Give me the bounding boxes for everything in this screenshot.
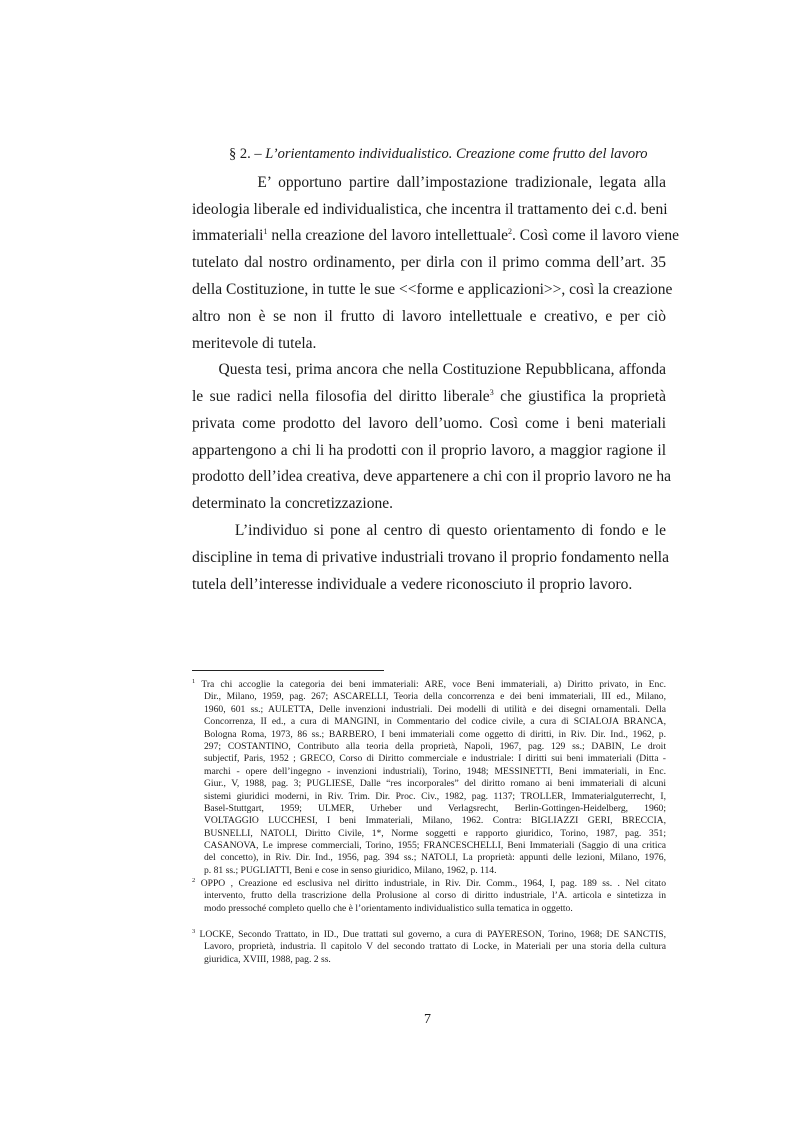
footnote-ref[interactable]: 1 (263, 226, 268, 236)
footnote-line: intervento, frutto della trascrizione della Prolusione al corso di diritto industriale, l’A. articola e sintetizza in (204, 890, 666, 902)
body-line: privata come prodotto del lavoro dell’uomo. Così come i beni materiali (192, 415, 666, 432)
body-line: Questa tesi, prima ancora che nella Costituzione Repubblicana, affonda (192, 361, 666, 378)
footnote-line: Concorrenza, II ed., a cura di MANGINI, in Commentario del codice civile, a cura di SCIALOJA BRANCA, (204, 716, 666, 728)
page-number: 7 (424, 1012, 431, 1027)
footnote-number: 2 (192, 878, 196, 884)
section-title: L’orientamento individualistico. Creazione come frutto del lavoro (265, 146, 648, 162)
body-line: E’ opportuno partire dall’impostazione tradizionale, legata alla (192, 174, 666, 191)
footnote-line: modo pressoché completo quello che è l’orientamento individualistico sulla tematica in oggetto. (204, 902, 573, 914)
footnote-line: $^3$ LOCKE, Secondo Trattato, in ID., Due trattati sul governo, a cura di PAYERESON, Torino, 1968; DE SANCTIS, (192, 929, 666, 940)
body-line: tutela dell’interesse individuale a vedere riconosciuto il proprio lavoro. (192, 576, 633, 593)
footnote-ref[interactable]: 3 (489, 387, 494, 397)
footnote-line: 1960, 601 ss.; AULETTA, Delle invenzioni industriali. Dei modelli di utilità e dei disegni ornamentali. Della (204, 703, 666, 715)
footnote-line: Lavoro, proprietà, industria. Il capitolo V del secondo trattato di Locke, in Materiali per una storia della cultura (204, 941, 666, 953)
section-number: § 2. – (229, 146, 262, 162)
footnote-ref[interactable]: 2 (508, 226, 513, 236)
body-line: appartengono a chi li ha prodotti con il proprio lavoro, a maggior ragione il (192, 442, 666, 459)
footnote-separator (192, 670, 384, 671)
body-line: altro non è se non il frutto di lavoro intellettuale e creativo, e per ciò (192, 308, 666, 325)
body-line: immateriali$^1$ nella creazione del lavoro intellettuale$^2$. Così come il lavoro viene (192, 226, 680, 244)
footnote-line: p. 81 ss.; PUGLIATTI, Beni e cose in senso giuridico, Milano, 1962, p. 114. (204, 864, 497, 876)
body-line: della Costituzione, in tutte le sue <<forme e applicazioni>>, così la creazione (192, 281, 673, 298)
footnote-number: 1 (192, 679, 196, 685)
body-line: L’individuo si pone al centro di questo orientamento di fondo e le (192, 522, 666, 539)
body-line: tutelato dal nostro ordinamento, per dirla con il primo comma dell’art. 35 (192, 254, 666, 271)
footnote-line: del concetto), in Riv. Dir. Ind., 1956, pag. 394 ss.; NATOLI, La proprietà: appunti delle lezioni, Milano, 1976, (204, 852, 666, 864)
footnote-line: $^2$ OPPO , Creazione ed esclusiva nel diritto industriale, in Riv. Dir. Comm., 1964, I, pag. 189 ss. . Nel citato (192, 878, 666, 889)
body-line: prodotto dell’idea creativa, deve appartenere a chi con il proprio lavoro ne ha (192, 468, 671, 485)
footnote-line: subjectif, Paris, 1952 ; GRECO, Corso di Diritto commerciale e industriale: I diritti sui beni immateriali (Ditta - (204, 753, 666, 765)
body-line: le sue radici nella filosofia del diritto liberale$^3$ che giustifica la proprietà (192, 387, 666, 405)
footnote-number: 3 (192, 929, 196, 935)
section-heading (229, 146, 647, 163)
footnote-1 (192, 679, 666, 877)
footnote-2 (192, 878, 666, 915)
footnote-line: Basel-Stuttgart, 1959; ULMER, Urheber und Verlagsrecht, Berlin-Gottingen-Heidelberg, 1960; (204, 802, 666, 814)
footnote-line: marchi - opere dell’ingegno - invenzioni industriali), Torino, 1948; MESSINETTI, Beni immateriali, in Enc. (204, 765, 666, 777)
footnote-line: BUSNELLI, NATOLI, Diritto Civile, 1*, Norme soggetti e rapporto giuridico, Torino, 1987, pag. 351; (204, 827, 666, 839)
footnote-line: giuridica, XVIII, 1988, pag. 2 ss. (204, 953, 331, 965)
footnote-line: $^1$ Tra chi accoglie la categoria dei beni immateriali: ARE, voce Beni immateriali, a) Diritto privato, in Enc. (192, 679, 666, 690)
footnote-line: 297; COSTANTINO, Contributo alla teoria della proprietà, Napoli, 1967, pag. 129 ss.; DABIN, Le droit (204, 740, 666, 752)
footnote-3 (192, 929, 666, 966)
footnote-line: CASANOVA, Le imprese commerciali, Torino, 1955; FRANCESCHELLI, Beni Immateriali (Saggio di una critica (204, 840, 666, 852)
footnote-line: Bologna Roma, 1973, 86 ss.; BARBERO, I beni immateriali come oggetto di diritti, in Riv. Dir. Ind., 1962, p. (204, 728, 666, 740)
body-line: meritevole di tutela. (192, 335, 317, 352)
body-line: ideologia liberale ed individualistica, che incentra il trattamento dei c.d. beni (192, 201, 668, 218)
footnote-line: VOLTAGGIO LUCCHESI, I beni Immateriali, Milano, 1962. Contra: BIGLIAZZI GERI, BRECCIA, (204, 815, 666, 827)
footnote-line: Giur., V, 1988, pag. 3; PUGLIESE, Dalle “res incorporales” del diritto romano ai beni immateriali di alcuni (204, 778, 666, 790)
footnote-line: Dir., Milano, 1959, pag. 267; ASCARELLI, Teoria della concorrenza e dei beni immateriali, III ed., Milano, (204, 691, 666, 703)
body-line: determinato la concretizzazione. (192, 495, 393, 512)
body-line: discipline in tema di privative industriali trovano il proprio fondamento nella (192, 549, 669, 566)
footnote-line: sistemi giuridici moderni, in Riv. Trim. Dir. Proc. Civ., 1982, pag. 1137; TROLLER, Immaterialguterrecht, I, (204, 790, 666, 802)
